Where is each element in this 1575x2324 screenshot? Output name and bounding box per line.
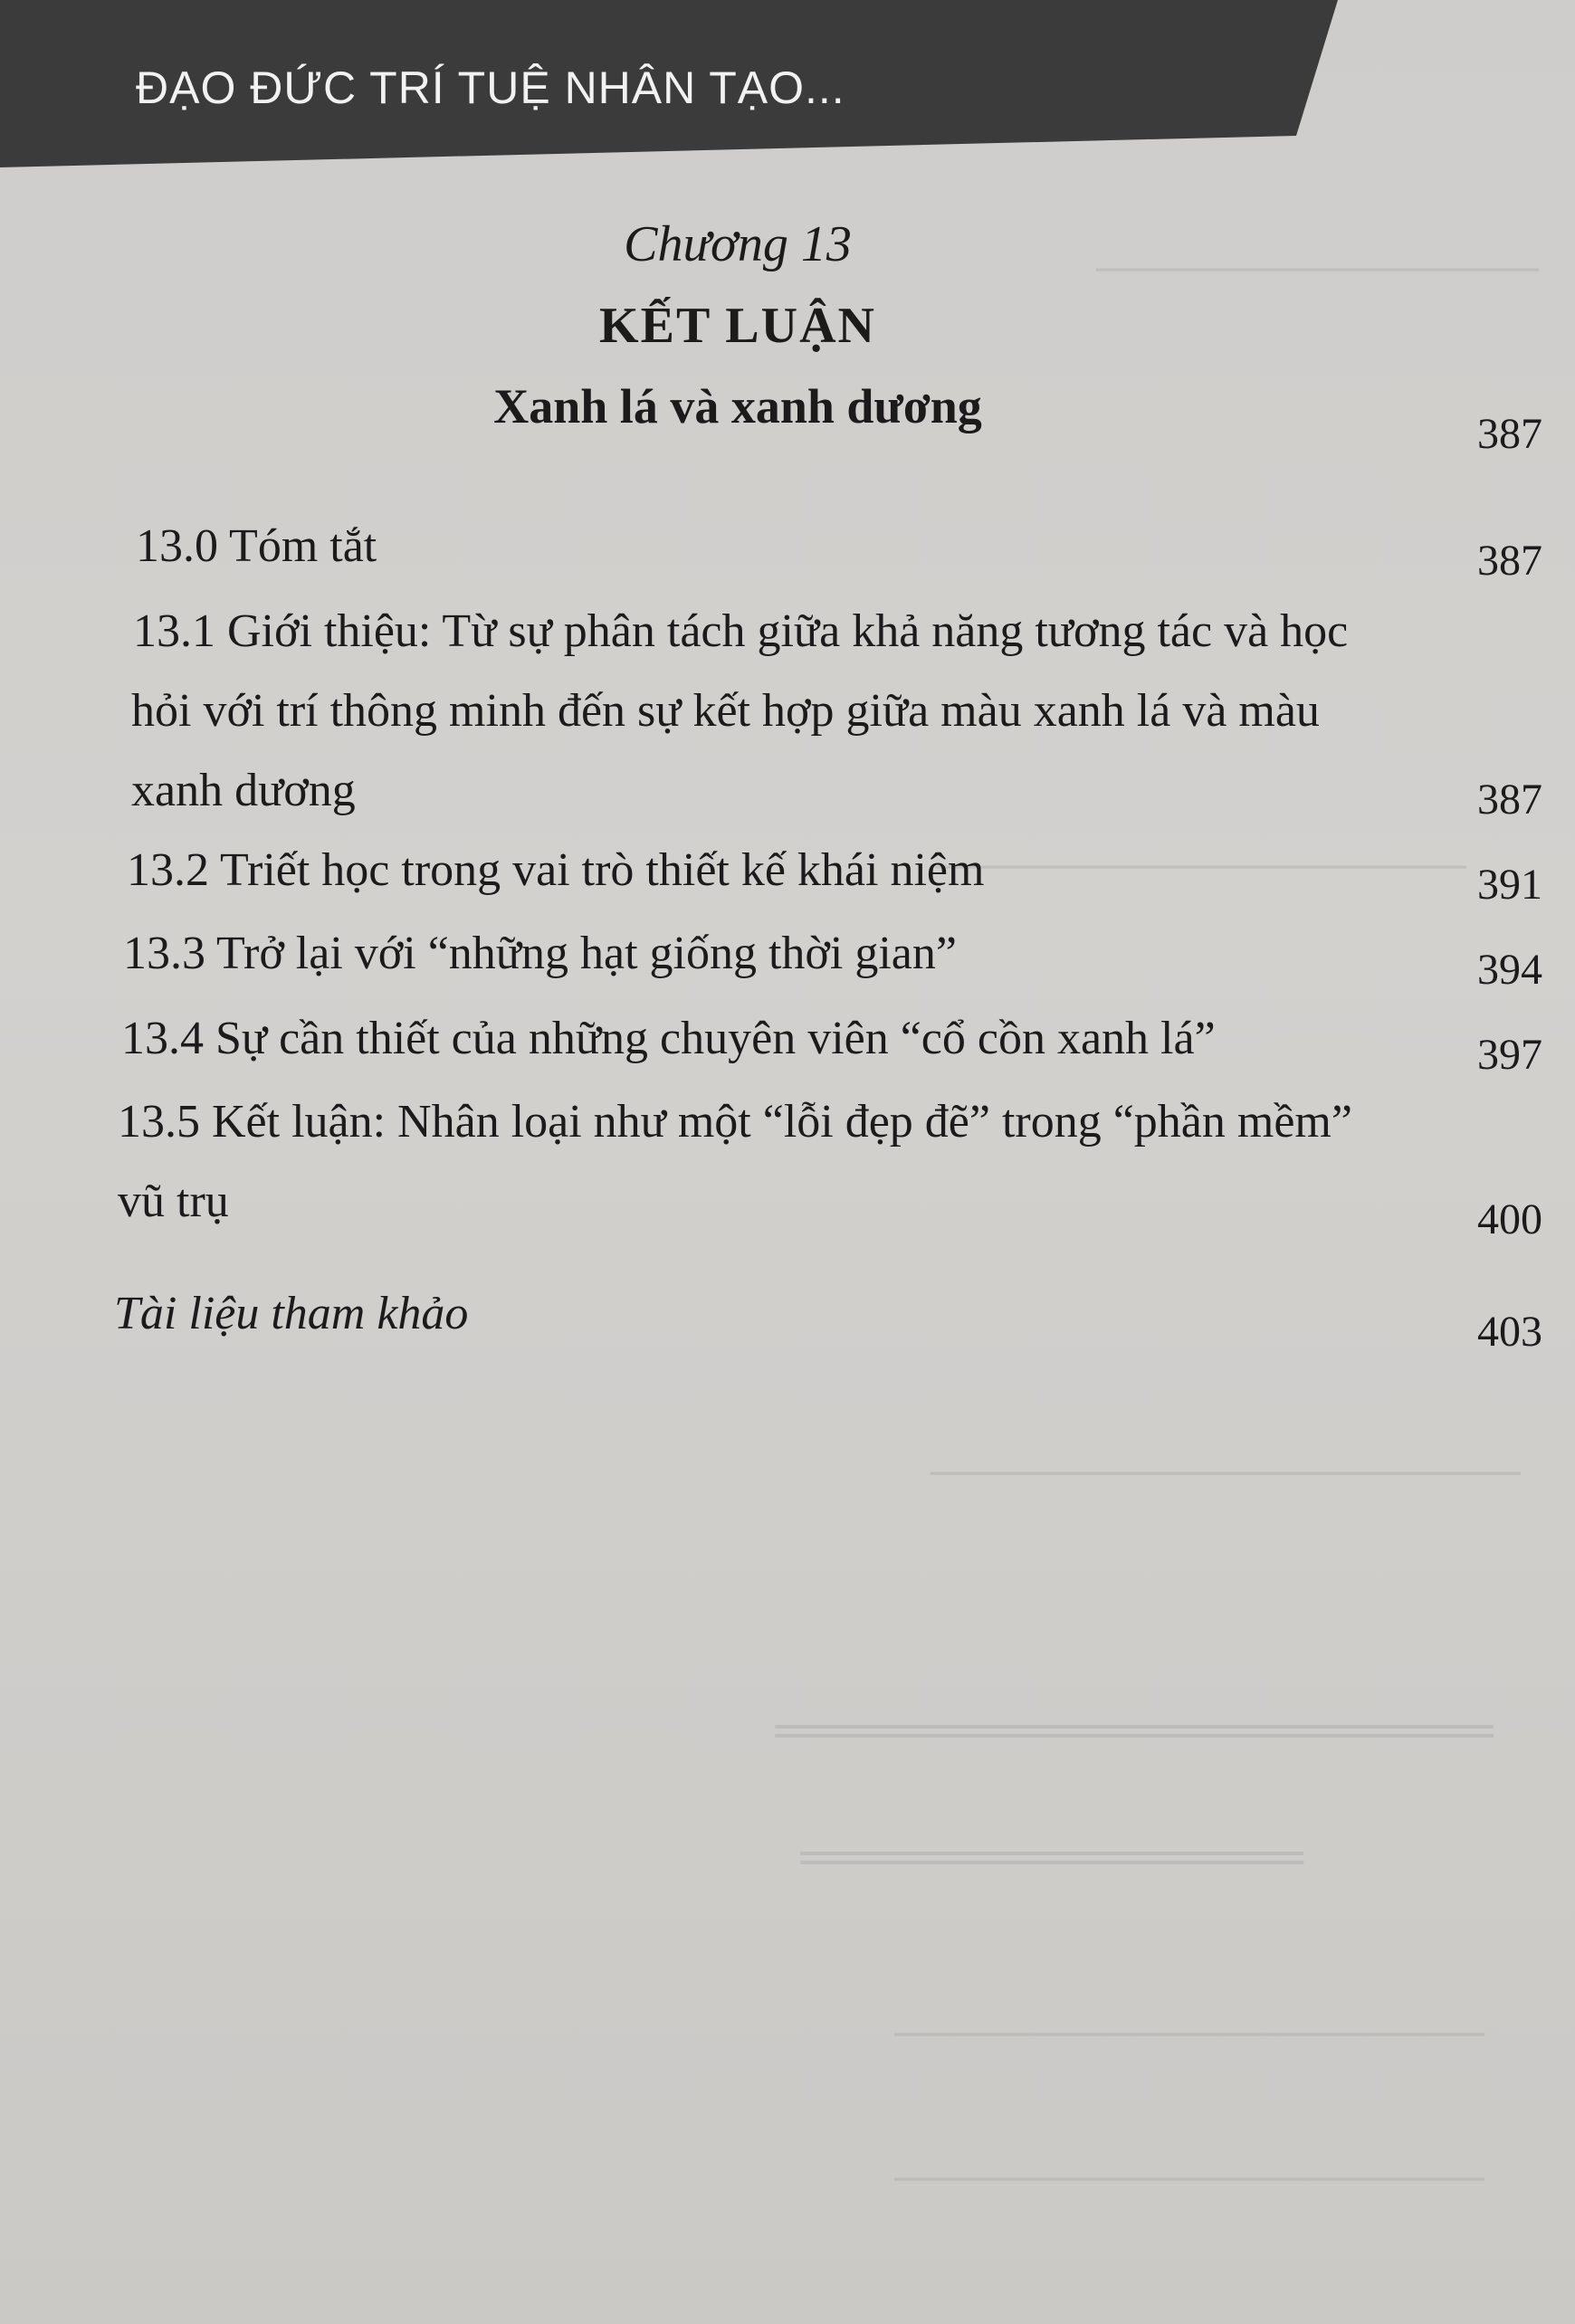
toc-entry-page: 391 [1477, 861, 1542, 909]
toc-entry-title: 13.1 Giới thiệu: Từ sự phân tách giữa khả năng tương tác và học hỏi với trí thông minh đến sự kết hợp giữa màu xanh lá và màu xanh dương [131, 605, 1349, 816]
running-head: ĐẠO ĐỨC TRÍ TUỆ NHÂN TẠO... [136, 62, 845, 113]
chapter-title: KẾT LUẬN [599, 298, 876, 354]
toc-entry-title: 13.3 Trở lại với “những hạt giống thời gian” [123, 928, 957, 979]
chapter-page-number: 387 [1477, 410, 1542, 458]
toc-entry-page: 397 [1477, 1031, 1542, 1079]
toc-entry-page: 400 [1477, 1195, 1542, 1243]
toc-entry-title: 13.5 Kết luận: Nhân loại như một “lỗi đẹp đẽ” trong “phần mềm” vũ trụ [118, 1096, 1352, 1227]
toc-entry-page: 387 [1477, 776, 1542, 824]
toc-entry-title: Tài liệu tham khảo [114, 1288, 469, 1339]
chapter-number: Chương 13 [624, 216, 852, 272]
chapter-subtitle: Xanh lá và xanh dương [493, 379, 982, 433]
toc-entry-page: 387 [1477, 537, 1542, 585]
toc-entry-title: 13.0 Tóm tắt [136, 520, 377, 572]
toc-entry-page: 403 [1477, 1308, 1542, 1356]
bleed-through-texture: ─────────────── ────────────────── ──────────────────── ════════════════════ ══════════════ ──────────────────── ──────────────────── [775, 245, 1539, 2201]
toc-entry-page: 394 [1477, 946, 1542, 994]
toc-entry-title: 13.4 Sự cần thiết của những chuyên viên “cổ cồn xanh lá” [121, 1013, 1216, 1064]
toc-entry-title: 13.2 Triết học trong vai trò thiết kế khái niệm [127, 844, 985, 896]
